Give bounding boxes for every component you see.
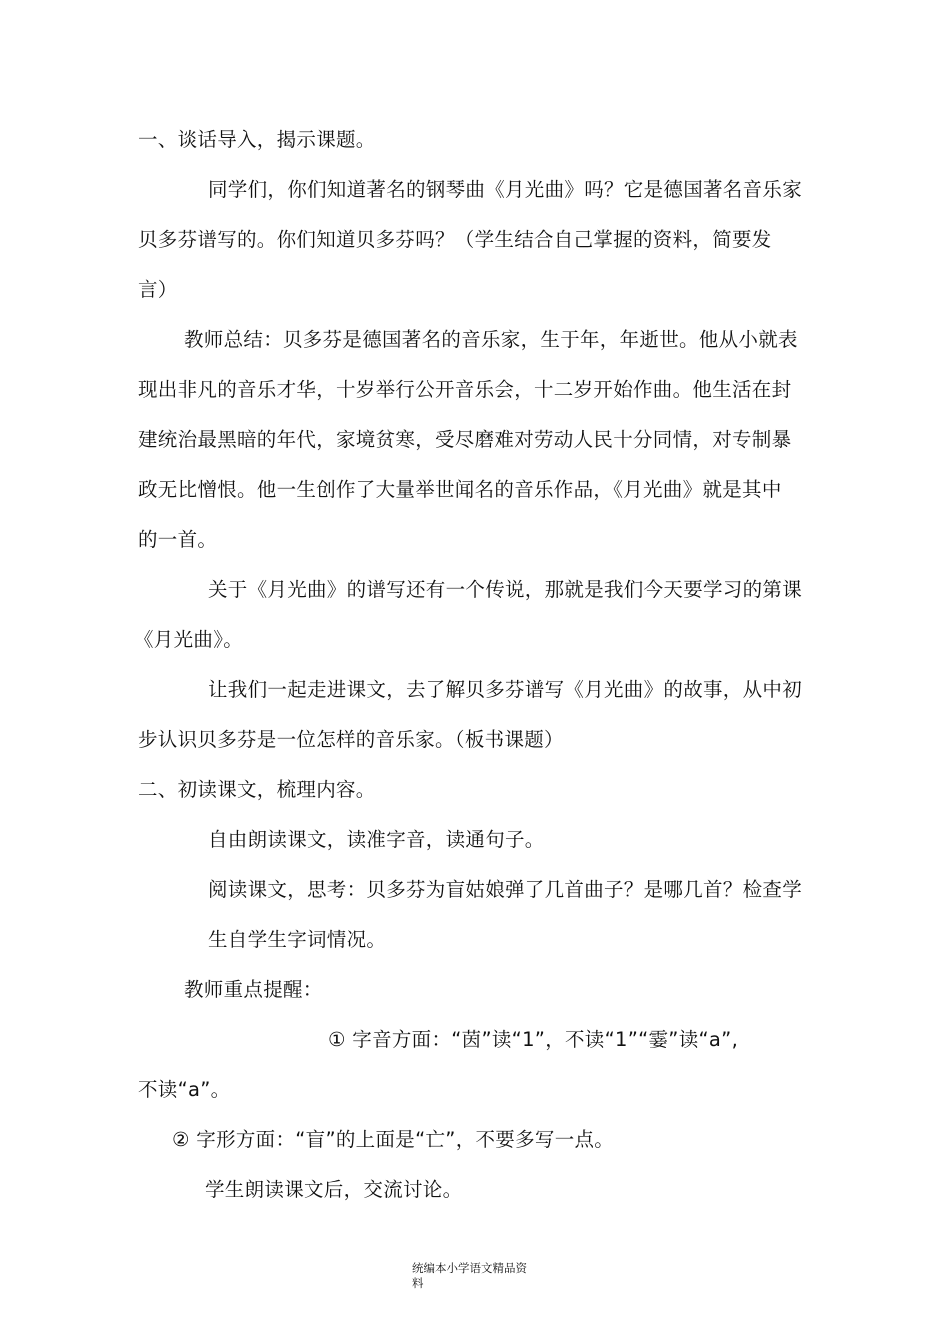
paragraph-line: 步认识贝多芬是一位怎样的音乐家。（板书课题） (138, 728, 564, 751)
paragraph-line: 关于《月光曲》的谱写还有一个传说，那就是我们今天要学习的第课 (208, 578, 803, 601)
paragraph-line: 现出非凡的音乐才华，十岁举行公开音乐会，十二岁开始作曲。他生活在封 (138, 378, 792, 401)
paragraph-line: 建统治最黑暗的年代，家境贫寒，受尽磨难对劳动人民十分同情，对专制暴 (138, 428, 792, 451)
paragraph-line: 阅读课文，思考：贝多芬为盲姑娘弹了几首曲子？是哪几首？检查学 (208, 878, 803, 901)
paragraph-line: 同学们，你们知道著名的钢琴曲《月光曲》吗？它是德国著名音乐家 (208, 178, 803, 201)
paragraph-line: 让我们一起走进课文，去了解贝多芬谱写《月光曲》的故事，从中初 (208, 678, 803, 701)
page-footer (412, 1261, 527, 1291)
paragraph-line: 贝多芬谱写的。你们知道贝多芬吗？（学生结合自己掌握的资料，简要发 (138, 228, 772, 251)
paragraph-line: ② 字形方面：“盲”的上面是“亡”，不要多写一点。 (172, 1128, 615, 1151)
paragraph-line: 言） (138, 278, 178, 301)
paragraph-line: 自由朗读课文，读准字音，读通句子。 (208, 828, 545, 851)
paragraph-line: ① 字音方面：“茵”读“1”，不读“1”“霎”读“a”, (328, 1028, 739, 1051)
footer-line: 统编本小学语文精品资 (412, 1261, 527, 1275)
paragraph-line: 政无比憎恨。他一生创作了大量举世闻名的音乐作品，《月光曲》就是其中 (138, 478, 782, 501)
footer-line: 料 (412, 1276, 424, 1290)
paragraph-line: 教师重点提醒： (184, 978, 323, 1001)
section-heading-1: 一、谈话导入，揭示课题。 (138, 128, 376, 151)
paragraph-line: 教师总结：贝多芬是德国著名的音乐家，生于年，年逝世。他从小就表 (184, 328, 798, 351)
paragraph-line: 学生朗读课文后，交流讨论。 (205, 1178, 463, 1201)
paragraph-line: 的一首。 (138, 528, 218, 551)
paragraph-line: 生自学生字词情况。 (208, 928, 387, 951)
paragraph-line: 《月光曲》。 (134, 628, 244, 651)
paragraph-line: 不读“a”。 (138, 1078, 231, 1101)
section-heading-2: 二、初读课文，梳理内容。 (138, 778, 376, 801)
